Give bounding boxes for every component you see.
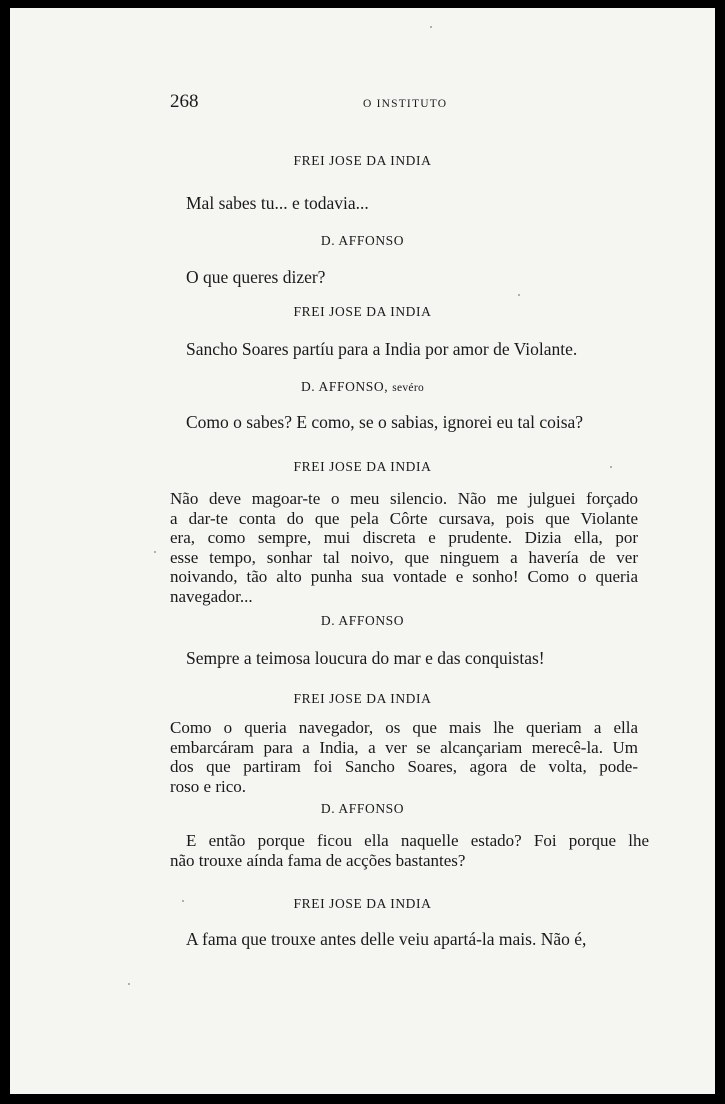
paragraph-line: navegador... — [170, 586, 253, 606]
paragraph-line: Não deve magoar-te o meu silencio. Não me julguei forçado — [170, 489, 638, 508]
paper-speck — [182, 900, 184, 902]
speaker-heading: FREI JOSE DA INDIA — [293, 304, 432, 319]
speaker-heading: D. AFFONSO — [320, 801, 405, 816]
paragraph-line: a dar-te conta do que pela Côrte cursava, pois que Violante — [170, 508, 638, 528]
stage-direction: sevéro — [392, 382, 425, 394]
paper-speck — [128, 983, 130, 985]
speaker-heading: FREI JOSE DA INDIA — [293, 896, 432, 911]
paragraph-line: era, como sempre, mui discreta e prudente. Dizia ella, por — [170, 528, 638, 547]
speaker-heading: FREI JOSE DA INDIA — [293, 691, 432, 706]
paper-speck — [610, 466, 612, 468]
dialogue-paragraph — [170, 489, 638, 606]
speaker-heading — [10, 379, 715, 395]
running-title: O INSTITUTO — [363, 98, 448, 110]
paper-speck — [430, 26, 432, 28]
dialogue-line: A fama que trouxe antes delle veiu apartá-la mais. Não é, — [186, 929, 587, 949]
paragraph-line: esse tempo, sonhar tal noivo, que ninguem a havería de ver — [170, 547, 638, 567]
paragraph-line: não trouxe aínda fama de acções bastantes? — [170, 850, 466, 870]
page-number: 268 — [170, 91, 199, 112]
speaker-heading: FREI JOSE DA INDIA — [293, 459, 432, 474]
speaker-name: D. AFFONSO, — [300, 379, 389, 394]
dialogue-line: Mal sabes tu... e todavia... — [186, 193, 369, 213]
paragraph-line: embarcáram para a India, a ver se alcançariam merecê-la. Um — [170, 737, 638, 757]
paper-speck — [518, 294, 520, 296]
dialogue-line: Como o sabes? E como, se o sabias, ignorei eu tal coisa? — [186, 412, 584, 432]
dialogue-paragraph — [170, 718, 638, 796]
speaker-heading: D. AFFONSO — [320, 613, 405, 628]
book-page — [10, 8, 715, 1094]
paragraph-line: noivando, tão alto punha sua vontade e sonho! Como o queria — [170, 567, 638, 586]
paragraph-line: roso e rico. — [170, 776, 247, 796]
paper-speck — [154, 551, 156, 553]
dialogue-line: O que queres dizer? — [186, 267, 326, 287]
paragraph-line: E então porque ficou ella naquelle estado? Foi porque lhe — [186, 831, 649, 850]
paragraph-line: dos que partiram foi Sancho Soares, agora de volta, pode- — [170, 757, 638, 776]
dialogue-paragraph — [170, 831, 649, 870]
speaker-heading: FREI JOSE DA INDIA — [293, 153, 432, 168]
speaker-heading: D. AFFONSO — [320, 233, 405, 248]
dialogue-line: Sempre a teimosa loucura do mar e das conquistas! — [186, 648, 545, 668]
dialogue-line: Sancho Soares partíu para a India por amor de Violante. — [186, 339, 578, 359]
paragraph-line: Como o queria navegador, os que mais lhe queriam a ella — [170, 718, 638, 737]
